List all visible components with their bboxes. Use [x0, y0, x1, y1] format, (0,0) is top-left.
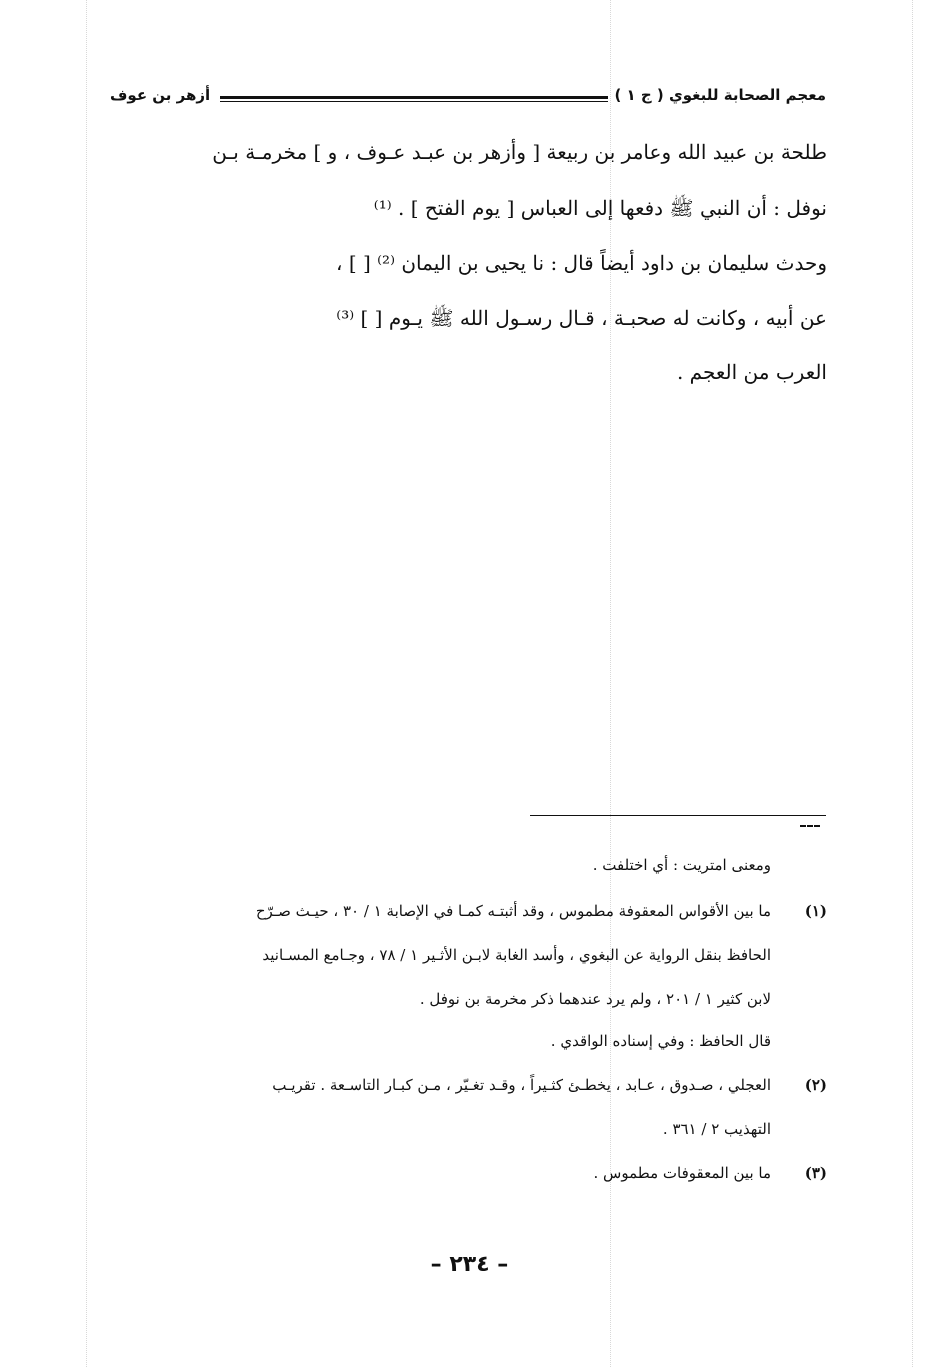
- footnote-line: قال الحافظ : وفي إسناده الواقدي .: [550, 1032, 771, 1050]
- footnote-separator: [530, 815, 826, 816]
- footnote-line: لابن كثير ١ / ٢٠١ ، ولم يرد عندهما ذكر مخرمة بن نوفل .: [419, 990, 771, 1008]
- footnote-line: الحافظ بنقل الرواية عن البغوي ، وأسد الغابة لابـن الأثـير ١ / ٧٨ ، وجـامع المسـانيد: [262, 946, 771, 964]
- scan-artifact-line: [86, 0, 87, 1367]
- header-rule: [220, 96, 608, 102]
- footnote-dash: [800, 825, 820, 827]
- footnote-line: التهذيب ٢ / ٣٦١ .: [662, 1120, 771, 1138]
- text-line: طلحة بن عبيد الله وعامر بن ربيعة [ وأزهر بن عبـد عـوف ، و ] مخرمـة بـن: [212, 140, 827, 164]
- footnote-number: (٢): [804, 1076, 827, 1094]
- text-line: عن أبيه ، وكانت له صحبـة ، قـال رسـول الله ﷺ يـوم [ ] ⁽³⁾: [336, 306, 827, 330]
- header-book-title: معجم الصحابة للبغوي ( ج ١ ): [614, 86, 826, 104]
- text-line: نوفل : أن النبي ﷺ دفعها إلى العباس [ يوم الفتح ] . ⁽¹⁾: [373, 196, 827, 220]
- footnote-line: ما بين الأقواس المعقوفة مطموس ، وقد أثبتـه كمـا في الإصابة ١ / ٣٠ ، حيـث صـرّح: [255, 902, 771, 920]
- page-number: – ٢٣٤ –: [430, 1252, 509, 1277]
- running-header: [110, 86, 826, 112]
- footnote-number: (١): [804, 902, 827, 920]
- text-line: العرب من العجم .: [676, 360, 827, 384]
- footnote-line: العجلي ، صـدوق ، عـابد ، يخطـئ كثـيراً ، وقـد تغـيّر ، مـن كبـار التاسـعة . تقريـب: [272, 1076, 771, 1094]
- header-entry-name: أزهر بن عوف: [110, 86, 211, 104]
- scan-artifact-line: [912, 0, 913, 1367]
- footnotes: [111, 856, 827, 1196]
- text-line: وحدث سليمان بن داود أيضاً قال : نا يحيى بن اليمان ⁽²⁾ [ ] ،: [336, 251, 827, 275]
- footnote-intro: ومعنى امتريت : أي اختلفت .: [592, 856, 771, 874]
- footnote-line: ما بين المعقوفات مطموس .: [593, 1164, 771, 1182]
- footnote-number: (٣): [804, 1164, 827, 1182]
